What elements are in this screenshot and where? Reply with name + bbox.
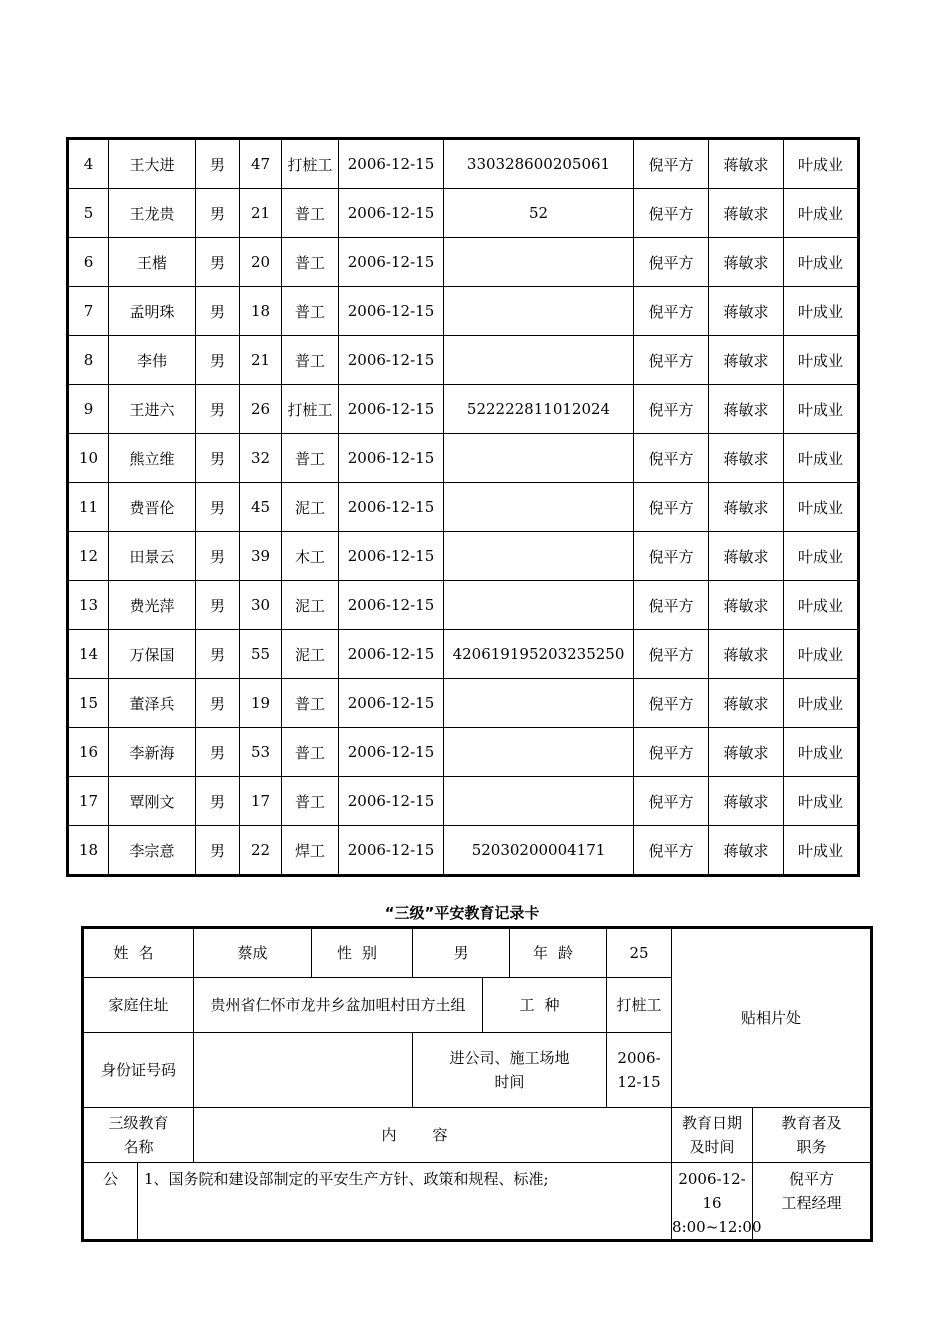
row-number: 4 — [68, 139, 109, 189]
table-row — [68, 287, 859, 336]
id-number — [444, 581, 634, 630]
worker-name: 李伟 — [109, 336, 196, 385]
entry-date: 2006-12-15 — [339, 728, 444, 777]
worker-gender: 男 — [196, 630, 240, 679]
row-number: 16 — [68, 728, 109, 777]
entry-date: 2006-12-15 — [339, 679, 444, 728]
educator-site: 蒋敏求 — [709, 630, 784, 679]
worker-trade: 普工 — [282, 728, 339, 777]
educator-company: 倪平方 — [634, 532, 709, 581]
worker-gender: 男 — [196, 728, 240, 777]
educator-site: 蒋敏求 — [709, 581, 784, 630]
worker-gender: 男 — [196, 679, 240, 728]
safety-education-record-card — [81, 926, 873, 1242]
educator-company: 倪平方 — [634, 826, 709, 876]
educator-company: 倪平方 — [634, 336, 709, 385]
education-date-value: 2006-12-16 8:00~12:00 — [672, 1163, 753, 1241]
worker-gender: 男 — [196, 434, 240, 483]
table-row — [68, 630, 859, 679]
worker-age: 21 — [240, 336, 282, 385]
id-number: 522222811012024 — [444, 385, 634, 434]
educator-site: 蒋敏求 — [709, 483, 784, 532]
education-date-header: 教育日期 及时间 — [672, 1108, 753, 1163]
name-label: 姓名 — [83, 928, 194, 978]
educator-team: 叶成业 — [784, 336, 859, 385]
worker-age: 53 — [240, 728, 282, 777]
id-number: 52 — [444, 189, 634, 238]
educator-company: 倪平方 — [634, 581, 709, 630]
worker-trade: 木工 — [282, 532, 339, 581]
worker-name: 田景云 — [109, 532, 196, 581]
worker-name: 董泽兵 — [109, 679, 196, 728]
worker-name: 费光萍 — [109, 581, 196, 630]
photo-placeholder: 贴相片处 — [672, 928, 872, 1108]
education-content-item: 1、国务院和建设部制定的平安生产方针、政策和规程、标准; — [138, 1163, 672, 1241]
worker-gender: 男 — [196, 826, 240, 876]
id-number — [444, 336, 634, 385]
age-value: 25 — [607, 928, 672, 978]
educator-company: 倪平方 — [634, 139, 709, 189]
worker-trade: 普工 — [282, 336, 339, 385]
row-number: 11 — [68, 483, 109, 532]
worker-age: 45 — [240, 483, 282, 532]
worker-age: 20 — [240, 238, 282, 287]
id-number — [444, 777, 634, 826]
row-number: 10 — [68, 434, 109, 483]
worker-trade: 泥工 — [282, 581, 339, 630]
row-number: 18 — [68, 826, 109, 876]
educator-team: 叶成业 — [784, 728, 859, 777]
table-row — [68, 189, 859, 238]
worker-gender: 男 — [196, 483, 240, 532]
worker-age: 32 — [240, 434, 282, 483]
worker-trade: 泥工 — [282, 630, 339, 679]
row-number: 13 — [68, 581, 109, 630]
id-number — [444, 679, 634, 728]
worker-age: 17 — [240, 777, 282, 826]
educator-site: 蒋敏求 — [709, 189, 784, 238]
worker-trade: 普工 — [282, 238, 339, 287]
id-number: 52030200004171 — [444, 826, 634, 876]
id-number-value — [194, 1033, 413, 1108]
entry-time-label: 进公司、施工场地 时间 — [413, 1033, 607, 1108]
educator-team: 叶成业 — [784, 777, 859, 826]
id-number-label: 身份证号码 — [83, 1033, 194, 1108]
educator-team: 叶成业 — [784, 630, 859, 679]
worker-age: 55 — [240, 630, 282, 679]
table-row — [68, 581, 859, 630]
row-number: 7 — [68, 287, 109, 336]
educator-site: 蒋敏求 — [709, 728, 784, 777]
worker-roster-table — [66, 137, 860, 877]
row-number: 5 — [68, 189, 109, 238]
educator-team: 叶成业 — [784, 826, 859, 876]
row-number: 6 — [68, 238, 109, 287]
id-number — [444, 238, 634, 287]
entry-date: 2006-12-15 — [339, 581, 444, 630]
educator-site: 蒋敏求 — [709, 777, 784, 826]
education-level-company: 公 — [83, 1163, 138, 1241]
entry-date: 2006-12-15 — [339, 483, 444, 532]
worker-trade: 焊工 — [282, 826, 339, 876]
worker-name: 王进六 — [109, 385, 196, 434]
age-label: 年龄 — [510, 928, 607, 978]
educator-company: 倪平方 — [634, 434, 709, 483]
educator-site: 蒋敏求 — [709, 826, 784, 876]
educator-company: 倪平方 — [634, 385, 709, 434]
educator-team: 叶成业 — [784, 189, 859, 238]
id-number: 420619195203235250 — [444, 630, 634, 679]
worker-name: 费晋伦 — [109, 483, 196, 532]
table-row — [68, 728, 859, 777]
card-title: “三级”平安教育记录卡 — [384, 904, 540, 922]
education-level-header: 三级教育 名称 — [83, 1108, 194, 1163]
worker-age: 47 — [240, 139, 282, 189]
educator-team: 叶成业 — [784, 679, 859, 728]
worker-name: 李新海 — [109, 728, 196, 777]
educator-site: 蒋敏求 — [709, 139, 784, 189]
worker-age: 22 — [240, 826, 282, 876]
entry-date: 2006-12-15 — [339, 532, 444, 581]
worker-name: 王龙贵 — [109, 189, 196, 238]
educator-company: 倪平方 — [634, 483, 709, 532]
worker-gender: 男 — [196, 385, 240, 434]
worker-name: 熊立维 — [109, 434, 196, 483]
educator-team: 叶成业 — [784, 581, 859, 630]
educator-team: 叶成业 — [784, 483, 859, 532]
worker-trade: 打桩工 — [282, 385, 339, 434]
worker-trade: 普工 — [282, 189, 339, 238]
address-label: 家庭住址 — [83, 978, 194, 1033]
entry-date: 2006-12-15 — [339, 385, 444, 434]
address-value: 贵州省仁怀市龙井乡盆加咀村田方土组 — [194, 978, 483, 1033]
worker-trade: 打桩工 — [282, 139, 339, 189]
entry-date: 2006-12-15 — [339, 139, 444, 189]
worker-trade: 普工 — [282, 287, 339, 336]
educator-company: 倪平方 — [634, 728, 709, 777]
table-row — [68, 826, 859, 876]
entry-date: 2006-12-15 — [339, 434, 444, 483]
worker-gender: 男 — [196, 777, 240, 826]
worker-gender: 男 — [196, 238, 240, 287]
worker-name: 李宗意 — [109, 826, 196, 876]
id-number: 330328600205061 — [444, 139, 634, 189]
worker-age: 21 — [240, 189, 282, 238]
entry-date: 2006-12-15 — [339, 777, 444, 826]
educator-site: 蒋敏求 — [709, 434, 784, 483]
table-row — [68, 679, 859, 728]
educator-company: 倪平方 — [634, 287, 709, 336]
worker-name: 王楷 — [109, 238, 196, 287]
educator-site: 蒋敏求 — [709, 287, 784, 336]
entry-date: 2006-12-15 — [339, 336, 444, 385]
gender-value: 男 — [413, 928, 510, 978]
worker-age: 26 — [240, 385, 282, 434]
educator-site: 蒋敏求 — [709, 238, 784, 287]
table-row — [68, 385, 859, 434]
worker-age: 18 — [240, 287, 282, 336]
table-row — [68, 336, 859, 385]
entry-date: 2006-12-15 — [339, 826, 444, 876]
worker-gender: 男 — [196, 287, 240, 336]
educator-team: 叶成业 — [784, 385, 859, 434]
trade-value: 打桩工 — [607, 978, 672, 1033]
educator-team: 叶成业 — [784, 238, 859, 287]
worker-name: 孟明珠 — [109, 287, 196, 336]
worker-gender: 男 — [196, 336, 240, 385]
educator-site: 蒋敏求 — [709, 679, 784, 728]
educator-company: 倪平方 — [634, 189, 709, 238]
table-row — [68, 483, 859, 532]
worker-name: 王大进 — [109, 139, 196, 189]
educator-team: 叶成业 — [784, 532, 859, 581]
trade-label: 工种 — [483, 978, 607, 1033]
entry-date: 2006-12-15 — [339, 189, 444, 238]
id-number — [444, 532, 634, 581]
worker-gender: 男 — [196, 189, 240, 238]
table-row — [68, 434, 859, 483]
content-header: 内容 — [194, 1108, 672, 1163]
educator-company: 倪平方 — [634, 238, 709, 287]
entry-date: 2006-12-15 — [339, 238, 444, 287]
table-row — [68, 238, 859, 287]
name-value: 蔡成 — [194, 928, 312, 978]
table-row — [68, 532, 859, 581]
worker-gender: 男 — [196, 139, 240, 189]
worker-age: 19 — [240, 679, 282, 728]
entry-date: 2006-12-15 — [339, 630, 444, 679]
entry-time-value: 2006-12-15 — [607, 1033, 672, 1108]
worker-gender: 男 — [196, 581, 240, 630]
educator-header: 教育者及 职务 — [753, 1108, 872, 1163]
educator-site: 蒋敏求 — [709, 532, 784, 581]
worker-name: 覃刚文 — [109, 777, 196, 826]
worker-age: 30 — [240, 581, 282, 630]
worker-trade: 泥工 — [282, 483, 339, 532]
worker-trade: 普工 — [282, 777, 339, 826]
gender-label: 性别 — [312, 928, 413, 978]
row-number: 17 — [68, 777, 109, 826]
educator-team: 叶成业 — [784, 434, 859, 483]
educator-team: 叶成业 — [784, 287, 859, 336]
row-number: 14 — [68, 630, 109, 679]
worker-name: 万保国 — [109, 630, 196, 679]
worker-trade: 普工 — [282, 434, 339, 483]
id-number — [444, 434, 634, 483]
id-number — [444, 483, 634, 532]
id-number — [444, 728, 634, 777]
table-row — [68, 139, 859, 189]
worker-age: 39 — [240, 532, 282, 581]
row-number: 8 — [68, 336, 109, 385]
worker-trade: 普工 — [282, 679, 339, 728]
educator-team: 叶成业 — [784, 139, 859, 189]
row-number: 12 — [68, 532, 109, 581]
table-row — [68, 777, 859, 826]
roster-body — [68, 139, 859, 876]
row-number: 15 — [68, 679, 109, 728]
row-number: 9 — [68, 385, 109, 434]
educator-company: 倪平方 — [634, 630, 709, 679]
educator-value: 倪平方 工程经理 — [753, 1163, 872, 1241]
educator-company: 倪平方 — [634, 679, 709, 728]
entry-date: 2006-12-15 — [339, 287, 444, 336]
worker-gender: 男 — [196, 532, 240, 581]
educator-site: 蒋敏求 — [709, 385, 784, 434]
id-number — [444, 287, 634, 336]
educator-site: 蒋敏求 — [709, 336, 784, 385]
educator-company: 倪平方 — [634, 777, 709, 826]
